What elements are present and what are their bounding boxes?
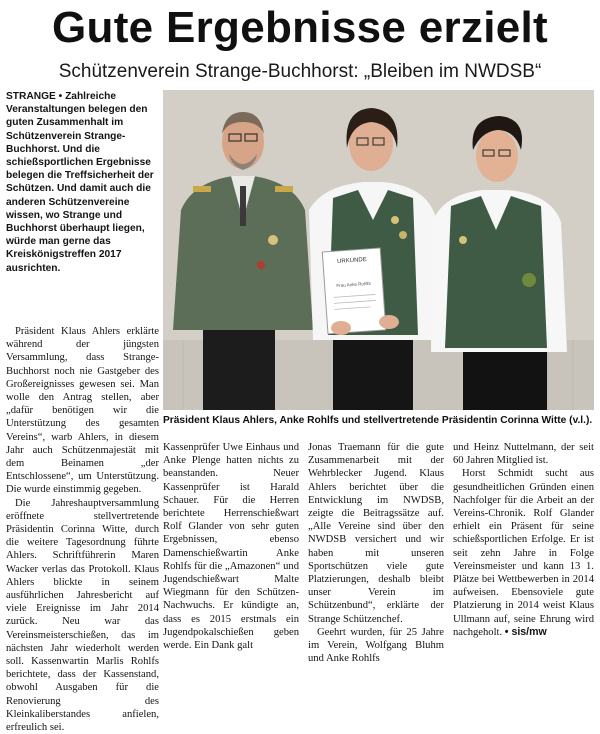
lead-text: Zahlreiche Veranstaltungen belegen den guten Zusammenhalt im Schützenverein Strange-Buchhorst. Und die schießsportlichen Ergebnisse belegen die Treffsicherheit der Schützen. Und damit auch die anderen Schützenvereine wissen, wo Strange und Buchhorst überhaupt liegen, würde man gerne das Kreiskönigstreffen 2017 ausrichten. [6,91,154,274]
lead-paragraph [6,90,159,275]
paragraph: Geehrt wurden, für 25 Jahre im Verein, Wolfgang Bluhm und Anke Rohlfs [308,626,444,665]
subheadline: Schützenverein Strange-Buchhorst: „Bleiben im NWDSB“ [58,61,542,82]
paragraph: Die Jahreshauptversammlung eröffnete stellvertretende Präsidentin Corinna Witte, durch die weitere Tagesordnung führte Ahlers. Schriftführerin Maren Wacker verlas das Protokoll. Klaus Ahlers blickte in seinem ausführlichen Jahresbericht auf viele Ereignisse im Jahr 2014 zurück. Neu war das Vereinsmeisterschießen, das im nächsten Jahr wiederholt werden soll. Kassenwartin Marlis Rohlfs berichtete, dass der Kassenstand, obwohl Ausgaben für die Renovierung des Kleinkaliberstandes anfielen, erfreulich sei. [6,497,159,734]
article-column-3 [308,441,444,665]
photo-illustration [163,90,594,410]
paragraph-text: Horst Schmidt sucht aus gesundheitlichen Gründen einen Nachfolger für die Arbeit an der Vereins-Chronik. Rolf Glander erhielt ein Präsent für seine schießsportlichen Erfolge. Er ist seit zehn Jahre in Folge Vereinsmeister und kann 13 1. Plätze bei Wettbewerben in 2014 aufweisen. Ebensoviele gute Platzierung in 2014 weist Klaus Ullmann auf, seine Ehrung wird nachgeholt. [453,468,594,638]
certificate-title: URKUNDE [336,256,367,266]
article-photo [163,90,594,410]
article-column-2 [163,441,299,652]
paragraph: Kassenprüfer Uwe Einhaus und Anke Plenge hatten nichts zu beanstanden. Neuer Kassenprüfer ist Harald Schauer. Für die Herren berichtete Herrenschießwart Rolf Glander von sehr guten Ergebnissen, ebenso Damenschießwartin Anke Rohlfs für die „Amazonen“ und Jugendschießwart Malte Wiegmann für den Schützen-Nachwuchs. Er kündigte an, dass es 2015 erstmals ein Jugendpokalschießen geben werde. Ein Dank galt [163,442,299,652]
paragraph: und Heinz Nuttelmann, der seit 60 Jahren Mitglied ist. [453,442,594,467]
paragraph [453,467,594,639]
headline: Gute Ergebnisse erzielt [52,3,548,52]
paragraph: Präsident Klaus Ahlers erklärte während der jüngsten Versammlung, dass Strange-Buchhorst noch nie Gastgeber des Großereignisses gewesen sei. Man wolle den Antrag stellen, aber „dafür benötigen wir die Unterstützung des gesamten Vereins“, warb Ahlers, in diesem Jahr auch Schützenmajestät mit dem Beinamen „der Entschlossene“, um Unterstützung. Die wurde einstimmig gegeben. [6,326,159,496]
article-column-1 [6,325,159,734]
paragraph: Jonas Traemann für die gute Zusammenarbeit mit der Wehrblecker Jugend. Klaus Ahlers berichtet über die Entwicklung im NWDSB, zeigte die Beitragssätze auf. „Alle Vereine sind über den NWDSB versichert und wir haben mit unseren Sportschützen viele gute Platzierungen, deshalb bleibt unser Verein im Schützenbund“, erklärte der Strange Schützenchef. [308,442,444,625]
article-column-4 [453,441,594,639]
certificate-name: Frau Anke Rohlfs [336,280,372,289]
dateline: STRANGE • [6,91,63,102]
author-signature: • sis/mw [504,625,547,638]
photo-caption: Präsident Klaus Ahlers, Anke Rohlfs und stellvertretende Präsidentin Corinna Witte (v.l.). [163,415,593,426]
